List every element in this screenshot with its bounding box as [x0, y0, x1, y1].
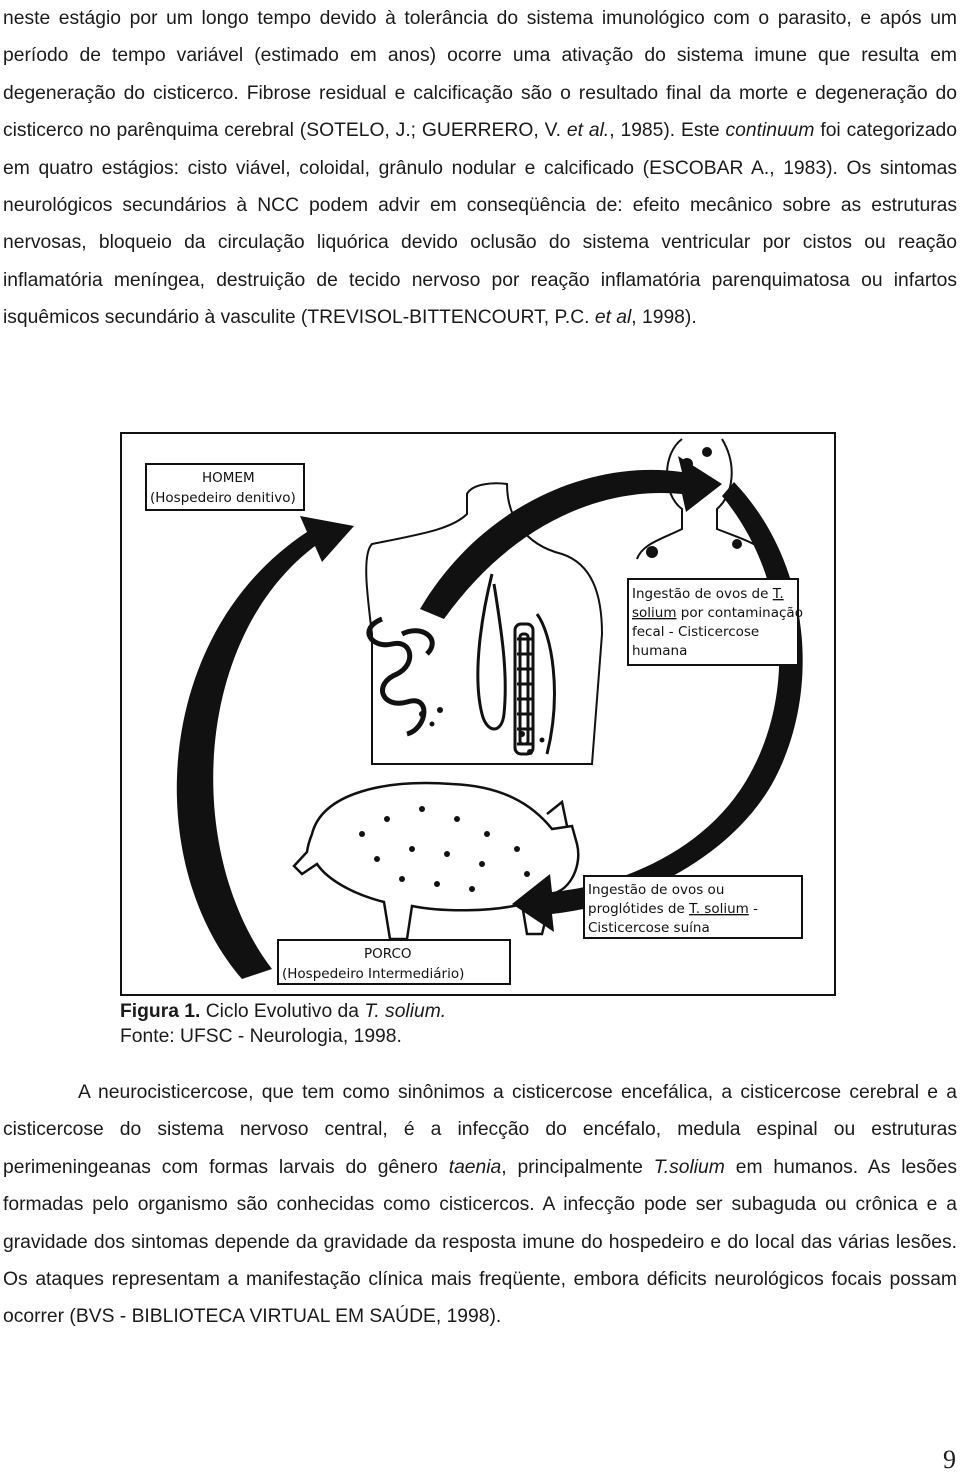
paragraph-text: , 1998). — [631, 307, 697, 329]
paragraph-text: , principalmente — [501, 1156, 654, 1178]
italic-continuum: continuum — [725, 120, 815, 142]
human-head-drawing — [637, 439, 770, 559]
paragraph-text: A neurocisticercose, que tem como sinônimos a cisticercose encefálica, a cisticercose cerebral e a cisticercose do sistema nervoso central, é a infecção do encéfalo, medula espinal ou estruturas perimeningeanas com formas larvais do gênero — [3, 1082, 957, 1178]
paragraph-text: , 1985). Este — [609, 120, 726, 142]
left-cycle-arrow — [177, 516, 354, 979]
host-label-subtitle: (Hospedeiro denitivo) — [150, 490, 296, 506]
italic-taenia: taenia — [448, 1156, 502, 1178]
body-paragraph-1 — [3, 0, 957, 337]
tapeworm-drawing — [478, 574, 555, 754]
pig-label-subtitle: (Hospedeiro Intermediário) — [282, 966, 465, 982]
pig-label-title: PORCO — [364, 946, 412, 962]
italic-t-solium: T.solium — [653, 1156, 725, 1178]
human-ingestion-line2: solium por contaminação — [632, 605, 803, 621]
page-number: 9 — [943, 1445, 956, 1474]
human-ingestion-line4: humana — [632, 643, 688, 659]
pig-label — [278, 940, 510, 984]
pig-ingestion-line2: proglótides de T. solium - — [588, 901, 758, 917]
pig-ingestion-line3: Cisticercose suína — [588, 920, 710, 936]
pig-ingestion-label — [584, 876, 802, 938]
cyst-spots-pig — [359, 806, 530, 892]
body-paragraph-2 — [3, 1074, 957, 1336]
figure-caption — [120, 999, 446, 1025]
human-ingestion-line1: Ingestão de ovos de T. — [632, 586, 784, 602]
host-label — [146, 464, 304, 510]
paragraph-text: em humanos. As lesões formadas pelo organismo são conhecidas como cisticercos. A infecção pode ser subaguda ou crônica e a gravidade dos sintomas depende da gravidade da resposta imune do hospedeiro e do local das várias lesões. Os ataques representam a manifestação clínica mais freqüente, embora déficits neurológicos focais possam ocorrer (BVS - BIBLIOTECA VIRTUAL EM SAÚDE, 1998). — [3, 1156, 957, 1328]
italic-et-al: et al — [594, 307, 632, 329]
pig-ingestion-line1: Ingestão de ovos ou — [588, 882, 725, 898]
host-label-title: HOMEM — [202, 470, 255, 486]
caption-text: Ciclo Evolutivo da — [200, 1001, 365, 1022]
caption-label: Figura 1. — [120, 1001, 201, 1022]
figure-source: Fonte: UFSC - Neurologia, 1998. — [120, 1026, 402, 1047]
italic-et-al: et al. — [566, 120, 610, 142]
paragraph-text: foi categorizado em quatro estágios: cisto viável, coloidal, grânulo nodular e calcificado (ESCOBAR A., 1983). Os sintomas neurológicos secundários à NCC podem advir em conseqüência de: efeito mecânico sobre as estruturas nervosas, bloqueio da circulação liquórica devido oclusão do sistema ventricular por cistos ou reação inflamatória meníngea, destruição de tecido nervoso por reação inflamatória parenquimatosa ou infartos isquêmicos secundário à vasculite (TREVISOL-BITTENCOURT, P.C. — [3, 120, 957, 329]
paragraph-text: neste estágio por um longo tempo devido à tolerância do sistema imunológico com o parasito, e após um período de tempo variável (estimado em anos) ocorre uma ativação do sistema imune que resulta em degeneração do cisticerco. Fibrose residual e calcificação são o resultado final da morte e degeneração do cisticerco no parênquima cerebral (SOTELO, J.; GUERRERO, V. — [3, 8, 957, 142]
life-cycle-illustration — [122, 434, 834, 994]
human-ingestion-line3: fecal - Cisticercose — [632, 624, 760, 640]
life-cycle-figure — [120, 432, 836, 996]
human-ingestion-label — [628, 579, 803, 665]
caption-species: T. solium. — [364, 1001, 447, 1022]
